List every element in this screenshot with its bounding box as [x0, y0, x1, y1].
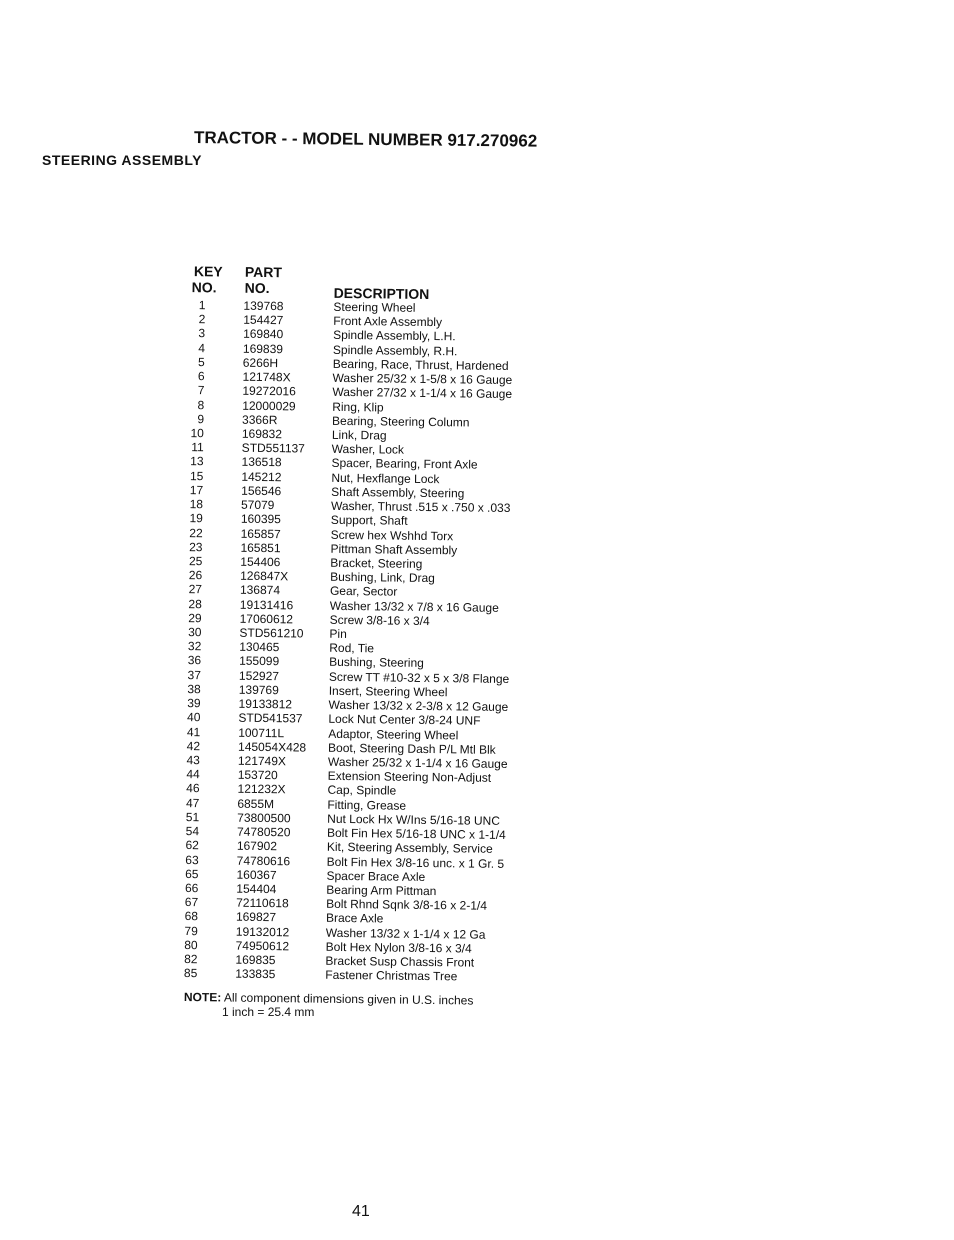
section-title: STEERING ASSEMBLY [42, 152, 202, 168]
description: Bracket, Steering [330, 555, 423, 571]
description: Spacer, Bearing, Front Axle [331, 456, 478, 473]
key-no: 18 [189, 497, 204, 512]
key-no: 7 [197, 383, 205, 398]
description: Extension Steering Non-Adjust [327, 769, 492, 786]
description: Bolt Rhnd Sqnk 3/8-16 x 2-1/4 [326, 896, 488, 913]
part-no: 169840 [243, 327, 284, 342]
part-no: 100711L [238, 725, 285, 740]
part-no: 19133812 [238, 696, 293, 712]
description: Bolt Fin Hex 5/16-18 UNC x 1-1/4 [326, 825, 506, 843]
part-no: 3366R [241, 412, 278, 427]
key-no: 46 [186, 781, 200, 796]
description: Bearing, Race, Thrust, Hardened [332, 356, 509, 373]
key-no: 54 [185, 824, 200, 839]
description: Rod, Tie [329, 641, 375, 656]
description: Washer 13/32 x 7/8 x 16 Gauge [329, 598, 499, 615]
part-no: 74950612 [235, 938, 290, 954]
header-part-line2: NO. [244, 279, 270, 297]
key-no: 17 [189, 482, 204, 498]
key-no: 15 [189, 468, 204, 483]
part-no: STD561210 [239, 625, 304, 641]
part-no: 57079 [240, 497, 275, 513]
description: Gear, Sector [329, 584, 398, 600]
part-no: 169839 [242, 341, 284, 356]
key-no: 41 [186, 724, 201, 739]
description: Nut Lock Hx W/Ins 5/16-18 UNC [327, 811, 501, 828]
part-no: 12000029 [242, 398, 296, 413]
part-no: 169832 [241, 426, 283, 442]
description: Bearing, Steering Column [331, 413, 470, 430]
description: Spindle Assembly, L.H. [333, 328, 456, 344]
key-no: 39 [187, 696, 201, 711]
part-no: 160395 [240, 511, 281, 527]
note-conversion: 1 inch = 25.4 mm [222, 1005, 315, 1019]
description: Steering Wheel [333, 299, 416, 315]
key-no: 82 [184, 952, 198, 967]
part-no: 6855M [237, 796, 275, 811]
description: Bushing, Steering [329, 655, 424, 671]
key-no: 2 [198, 312, 206, 327]
header-description: DESCRIPTION [333, 284, 430, 302]
description: Washer, Thrust .515 x .750 x .033 [330, 498, 511, 516]
part-no: 160367 [236, 867, 277, 882]
key-no: 65 [185, 866, 199, 881]
part-no: 136518 [241, 455, 282, 470]
part-no: 145212 [241, 469, 282, 484]
part-no: 136874 [239, 583, 281, 598]
description: Bolt Fin Hex 3/8-16 unc. x 1 Gr. 5 [326, 854, 505, 871]
description: Bolt Hex Nylon 3/8-16 x 3/4 [325, 939, 472, 956]
part-no: 19272016 [242, 384, 296, 399]
description: Spindle Assembly, R.H. [332, 342, 458, 359]
part-no: 165857 [240, 526, 281, 541]
key-no: 1 [198, 298, 206, 313]
part-no: 154406 [240, 554, 281, 570]
table-header [184, 262, 554, 303]
key-no: 6 [197, 369, 205, 384]
part-no: 156546 [241, 483, 282, 499]
part-no: 165851 [240, 540, 281, 555]
header-part-line1: PART [244, 263, 283, 281]
part-no: 139768 [243, 298, 284, 314]
description: Kit, Steering Assembly, Service [326, 840, 493, 857]
part-no: 169835 [235, 952, 276, 968]
description: Washer 27/32 x 1-1/4 x 16 Gauge [332, 385, 513, 402]
key-no: 19 [189, 511, 203, 526]
key-no: 9 [197, 411, 205, 427]
key-no: 47 [185, 795, 200, 810]
description: Shaft Assembly, Steering [331, 484, 465, 501]
key-no: 80 [184, 937, 198, 953]
part-no: 74780616 [236, 853, 291, 868]
key-no: 23 [189, 539, 203, 554]
part-no: STD541537 [238, 711, 303, 726]
description: Spacer Brace Axle [326, 868, 426, 884]
part-no: 152927 [238, 668, 280, 683]
key-no: 36 [187, 653, 202, 668]
part-no: 145054X428 [237, 739, 307, 755]
description: Washer 25/32 x 1-1/4 x 16 Gauge [327, 754, 508, 771]
key-no: 66 [184, 881, 199, 896]
key-no: 32 [187, 639, 202, 654]
description: Screw hex Wshhd Torx [330, 527, 454, 543]
description: Washer 25/32 x 1-5/8 x 16 Gauge [332, 370, 513, 388]
part-no: 130465 [239, 639, 280, 655]
description: Pittman Shaft Assembly [330, 541, 458, 558]
description: Screw 3/8-16 x 3/4 [329, 612, 430, 628]
key-no: 3 [198, 326, 206, 341]
key-no: 26 [188, 568, 203, 583]
part-no: 17060612 [239, 611, 294, 627]
key-no: 40 [186, 710, 201, 725]
description: Support, Shaft [330, 513, 408, 529]
description: Boot, Steering Dash P/L Mtl Blk [327, 740, 496, 757]
part-no: 121232X [237, 782, 286, 797]
description: Front Axle Assembly [333, 314, 443, 330]
part-no: 139769 [238, 682, 279, 698]
key-no: 22 [189, 525, 203, 540]
part-no: 154404 [236, 881, 277, 897]
key-no: 27 [188, 582, 203, 597]
page-title: TRACTOR - - MODEL NUMBER 917.270962 [193, 128, 538, 151]
part-no: 73800500 [237, 810, 291, 826]
note-label: NOTE: [183, 990, 222, 1005]
description: Cap, Spindle [327, 783, 397, 799]
description: Insert, Steering Wheel [328, 683, 448, 700]
key-no: 67 [184, 895, 199, 910]
part-no: 167902 [236, 839, 277, 854]
key-no: 8 [197, 397, 205, 412]
parts-list [175, 298, 553, 985]
description: Fastener Christmas Tree [325, 968, 458, 984]
description: Bushing, Link, Drag [330, 569, 435, 586]
part-no: STD551137 [241, 440, 305, 456]
part-no: 121749X [237, 753, 287, 769]
key-no: 79 [184, 923, 198, 938]
key-no: 13 [190, 454, 204, 469]
part-no: 133835 [235, 966, 276, 982]
key-no: 30 [188, 625, 202, 640]
parts-table [175, 262, 554, 985]
key-no: 42 [186, 738, 201, 754]
description: Bracket Susp Chassis Front [325, 953, 475, 970]
description: Washer 13/32 x 1-1/4 x 12 Ga [325, 925, 486, 942]
note-text: All component dimensions given in U.S. inches [221, 990, 474, 1008]
key-no: 62 [185, 838, 199, 853]
key-no: 29 [188, 610, 202, 626]
key-no: 28 [188, 596, 202, 611]
key-no: 38 [187, 681, 201, 697]
description: Washer 13/32 x 2-3/8 x 12 Gauge [328, 697, 509, 715]
part-no: 19132012 [235, 924, 290, 939]
description: Screw TT #10-32 x 5 x 3/8 Flange [328, 669, 510, 686]
part-no: 72110618 [236, 895, 289, 911]
key-no: 11 [191, 440, 204, 455]
header-key-line2: NO. [191, 279, 217, 296]
part-no: 121748X [242, 369, 291, 385]
description: Washer, Lock [331, 442, 405, 457]
key-no: 85 [183, 966, 198, 981]
key-no: 5 [198, 355, 205, 370]
description: Lock Nut Center 3/8-24 UNF [328, 712, 481, 728]
description: Link, Drag [331, 427, 387, 443]
part-no: 126847X [240, 568, 289, 584]
key-no: 25 [188, 554, 203, 569]
part-no: 154427 [243, 312, 284, 328]
key-no: 51 [185, 809, 200, 825]
part-no: 74780520 [236, 824, 291, 840]
key-no: 43 [186, 753, 200, 768]
description: Fitting, Grease [327, 797, 407, 813]
description: Ring, Klip [332, 399, 384, 414]
part-no: 169827 [235, 910, 277, 925]
key-no: 10 [190, 426, 204, 441]
part-no: 155099 [239, 654, 280, 669]
key-no: 68 [184, 909, 199, 924]
key-no: 4 [198, 340, 206, 355]
description: Adaptor, Steering Wheel [328, 726, 459, 742]
part-no: 153720 [237, 767, 278, 783]
page-number: 41 [352, 1203, 370, 1220]
description: Pin [329, 626, 347, 642]
key-no: 63 [185, 852, 199, 867]
description: Bearing Arm Pittman [326, 882, 437, 899]
part-no: 19131416 [239, 597, 294, 612]
key-no: 37 [187, 667, 202, 682]
key-no: 44 [186, 767, 200, 782]
part-no: 6266H [242, 355, 279, 371]
header-key-line1: KEY [193, 263, 223, 280]
description: Nut, Hexflange Lock [331, 470, 440, 486]
description: Brace Axle [325, 911, 384, 926]
